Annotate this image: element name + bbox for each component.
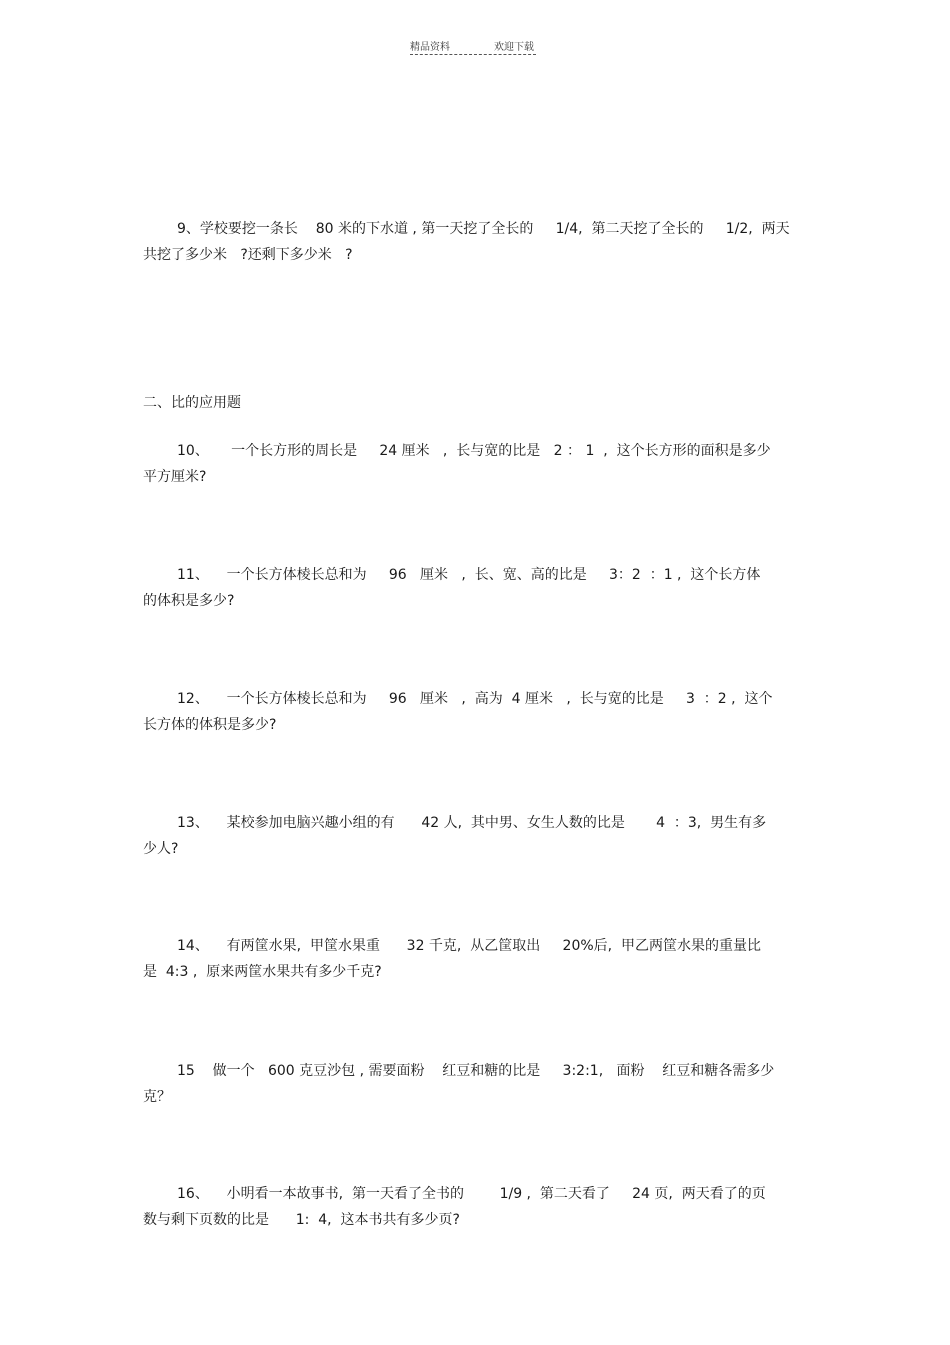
- question-10-line-1: 10、 一个长方形的周长是 24 厘米 , 长与宽的比是 2 ： 1 , 这个长方形的面积是多少: [177, 443, 771, 459]
- question-14-line-2: 是 4:3 , 原来两筐水果共有多少千克?: [143, 964, 382, 980]
- question-9-line-2: 共挖了多少米 ?还剩下多少米 ?: [143, 247, 353, 263]
- question-11-line-1: 11、 一个长方体棱长总和为 96 厘米 , 长、宽、高的比是 3：2 ：1 , 这个长方体: [177, 567, 761, 583]
- question-15-line-2: 克？: [143, 1089, 171, 1105]
- header-right-text: 欢迎下载: [494, 42, 534, 53]
- question-16-line-2: 数与剩下页数的比是 1: 4, 这本书共有多少页?: [143, 1212, 460, 1228]
- question-10-line-2: 平方厘米?: [143, 469, 207, 485]
- header-divider: [410, 54, 536, 55]
- question-14-line-1: 14、 有两筐水果, 甲筐水果重 32 千克, 从乙筐取出 20%后, 甲乙两筐水果的重量比: [177, 938, 761, 954]
- question-9-line-1: 9、学校要挖一条长 80 米的下水道 , 第一天挖了全长的 1/4, 第二天挖了全长的 1/2, 两天: [177, 221, 790, 237]
- question-11-line-2: 的体积是多少?: [143, 593, 235, 609]
- question-13-line-1: 13、 某校参加电脑兴趣小组的有 42 人, 其中男、女生人数的比是 4 ：3, 男生有多: [177, 815, 767, 831]
- section-2-title: 二、比的应用题: [143, 395, 241, 411]
- question-12-line-1: 12、 一个长方体棱长总和为 96 厘米 , 高为 4 厘米 , 长与宽的比是 3 ：2 , 这个: [177, 691, 773, 707]
- question-13-line-2: 少人?: [143, 841, 179, 857]
- question-15-line-1: 15 做一个 600 克豆沙包 , 需要面粉 红豆和糖的比是 3:2:1, 面粉 红豆和糖各需多少: [177, 1063, 775, 1079]
- question-16-line-1: 16、 小明看一本故事书, 第一天看了全书的 1/9 , 第二天看了 24 页, 两天看了的页: [177, 1186, 766, 1202]
- header-left-text: 精品资料: [410, 42, 450, 53]
- question-12-line-2: 长方体的体积是多少?: [143, 717, 277, 733]
